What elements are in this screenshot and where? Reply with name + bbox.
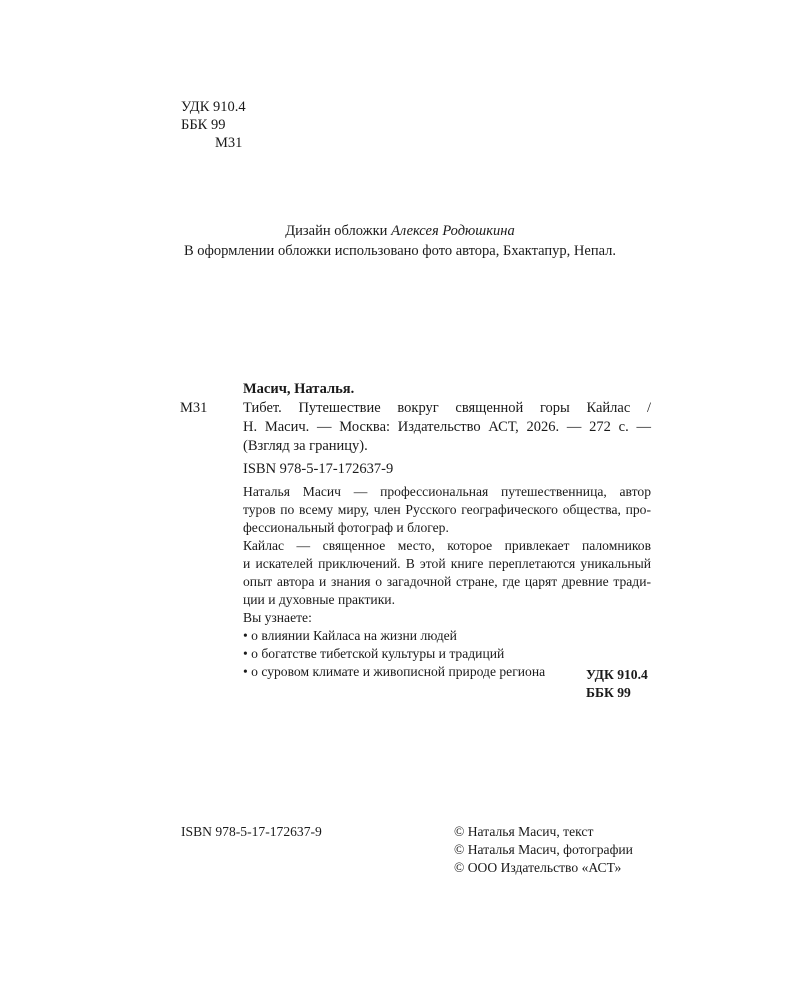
cover-design-prefix: Дизайн обложки <box>285 223 392 239</box>
annotation-line: и искателей приключений. В этой книге переплетаются уникальный <box>243 556 651 571</box>
author-heading: Масич, Наталья. <box>243 381 355 397</box>
bbk-code: ББК 99 <box>181 117 226 133</box>
annotation-line: опыт автора и знания о загадочной стране, где царят древние тради- <box>243 574 651 589</box>
cover-photo-note: В оформлении обложки использовано фото автора, Бхактапур, Непал. <box>183 243 617 259</box>
copyright-line: © Наталья Масич, текст <box>454 824 594 839</box>
author-cipher: М31 <box>215 135 243 151</box>
annotation-line: Кайлас — священное место, которое привлекает паломников <box>243 538 651 553</box>
classification-codes-right <box>586 666 648 702</box>
cover-credits <box>0 222 800 262</box>
bullet-item: • о влиянии Кайласа на жизни людей <box>243 628 457 643</box>
copyright-line: © Наталья Масич, фотографии <box>454 842 633 857</box>
bbk-code-right: ББК 99 <box>586 685 631 700</box>
annotation-intro: Вы узнаете: <box>243 610 312 625</box>
annotation-line: ции и духовные практики. <box>243 592 395 607</box>
copyright-line: © ООО Издательство «АСТ» <box>454 860 622 875</box>
cover-design-credit <box>0 222 800 242</box>
description-line: Н. Масич. — Москва: Издательство АСТ, 2026. — 272 с. — <box>243 419 651 435</box>
footer-isbn: ISBN 978-5-17-172637-9 <box>181 824 322 839</box>
record-cipher: М31 <box>180 400 208 416</box>
bullet-item: • о богатстве тибетской культуры и традиций <box>243 646 505 661</box>
bullet-item: • о суровом климате и живописной природе региона <box>243 664 546 679</box>
annotation <box>243 483 651 681</box>
annotation-line: туров по всему миру, член Русского географического общества, про- <box>243 502 651 517</box>
record-isbn: ISBN 978-5-17-172637-9 <box>243 461 394 477</box>
classification-block <box>181 98 246 152</box>
copyright-block <box>454 823 633 877</box>
annotation-line: Наталья Масич — профессиональная путешественница, автор <box>243 484 651 499</box>
annotation-line: фессиональный фотограф и блогер. <box>243 520 449 535</box>
udk-code: УДК 910.4 <box>181 99 246 115</box>
description-line: Тибет. Путешествие вокруг священной горы Кайлас / <box>243 400 651 416</box>
udk-code-right: УДК 910.4 <box>586 667 648 682</box>
cover-designer-name: Алексея Родюшкина <box>391 223 515 239</box>
bibliographic-description <box>243 399 651 456</box>
description-line: (Взгляд за границу). <box>243 438 368 454</box>
